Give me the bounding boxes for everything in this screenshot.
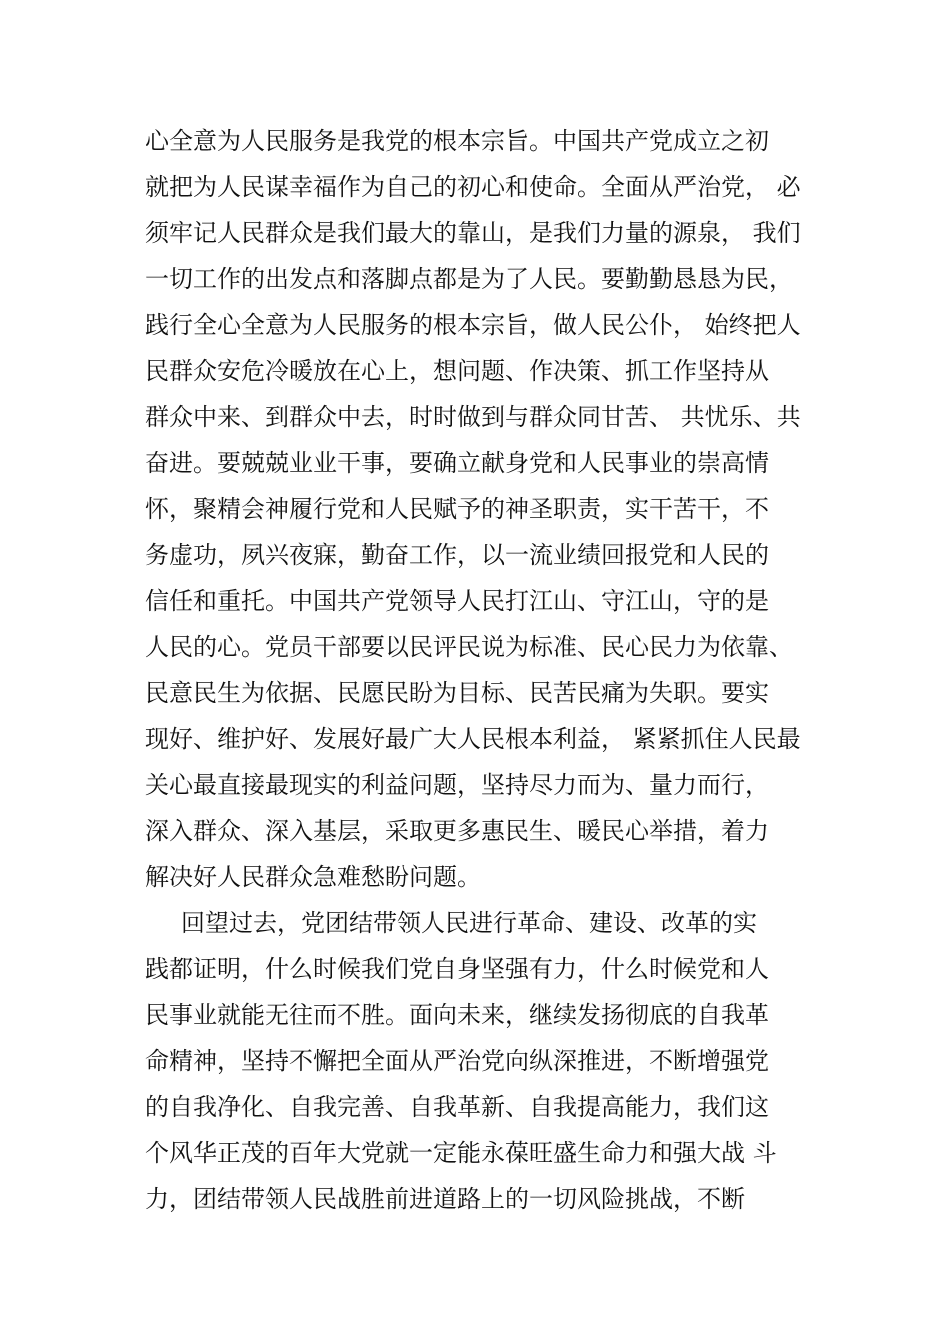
text-line: 怀，聚精会神履行党和人民赋予的神圣职责，实干苦干，不 xyxy=(145,495,769,523)
text-line: 信任和重托。中国共产党领导人民打江山、守江山，守的是 xyxy=(145,587,769,615)
text-line: 力，团结带领人民战胜前进道路上的一切风险挑战，不断 xyxy=(145,1185,745,1213)
text-line: 解决好人民群众急难愁盼问题。 xyxy=(145,863,481,891)
text-line: 奋进。要兢兢业业干事，要确立献身党和人民事业的崇高情 xyxy=(145,449,769,477)
text-line: 就把为人民谋幸福作为自己的初心和使命。全面从严治党， 必 xyxy=(145,173,801,201)
text-line: 践行全心全意为人民服务的根本宗旨，做人民公仆， 始终把人 xyxy=(145,311,801,339)
text-line: 践都证明，什么时候我们党自身坚强有力，什么时候党和人 xyxy=(145,955,769,983)
text-line: 一切工作的出发点和落脚点都是为了人民。要勤勤恳恳为民， xyxy=(145,265,793,293)
text-line: 现好、维护好、发展好最广大人民根本利益， 紧紧抓住人民最 xyxy=(145,725,801,753)
text-line: 的自我净化、自我完善、自我革新、自我提高能力，我们这 xyxy=(145,1093,769,1121)
text-line: 民事业就能无往而不胜。面向未来，继续发扬彻底的自我革 xyxy=(145,1001,769,1029)
text-line: 民群众安危冷暖放在心上，想问题、作决策、抓工作坚持从 xyxy=(145,357,769,385)
text-line: 心全意为人民服务是我党的根本宗旨。中国共产党成立之初 xyxy=(145,127,769,155)
text-line: 群众中来、到群众中去，时时做到与群众同甘苦、 共忧乐、共 xyxy=(145,403,801,431)
paragraph-2 xyxy=(145,900,845,1222)
text-line: 须牢记人民群众是我们最大的靠山，是我们力量的源泉， 我们 xyxy=(145,219,801,247)
document-body xyxy=(145,118,845,1222)
text-line: 人民的心。党员干部要以民评民说为标准、民心民力为依靠、 xyxy=(145,633,793,661)
paragraph-1 xyxy=(145,118,845,900)
text-line: 关心最直接最现实的利益问题，坚持尽力而为、量力而行， xyxy=(145,771,769,799)
text-line-indented: 回望过去，党团结带领人民进行革命、建设、改革的实 xyxy=(181,909,757,937)
text-line: 务虚功，夙兴夜寐，勤奋工作，以一流业绩回报党和人民的 xyxy=(145,541,769,569)
text-line: 个风华正茂的百年大党就一定能永葆旺盛生命力和强大战 斗 xyxy=(145,1139,777,1167)
text-line: 民意民生为依据、民愿民盼为目标、民苦民痛为失职。要实 xyxy=(145,679,769,707)
text-line: 深入群众、深入基层，采取更多惠民生、暖民心举措，着力 xyxy=(145,817,769,845)
text-line: 命精神，坚持不懈把全面从严治党向纵深推进，不断增强党 xyxy=(145,1047,769,1075)
